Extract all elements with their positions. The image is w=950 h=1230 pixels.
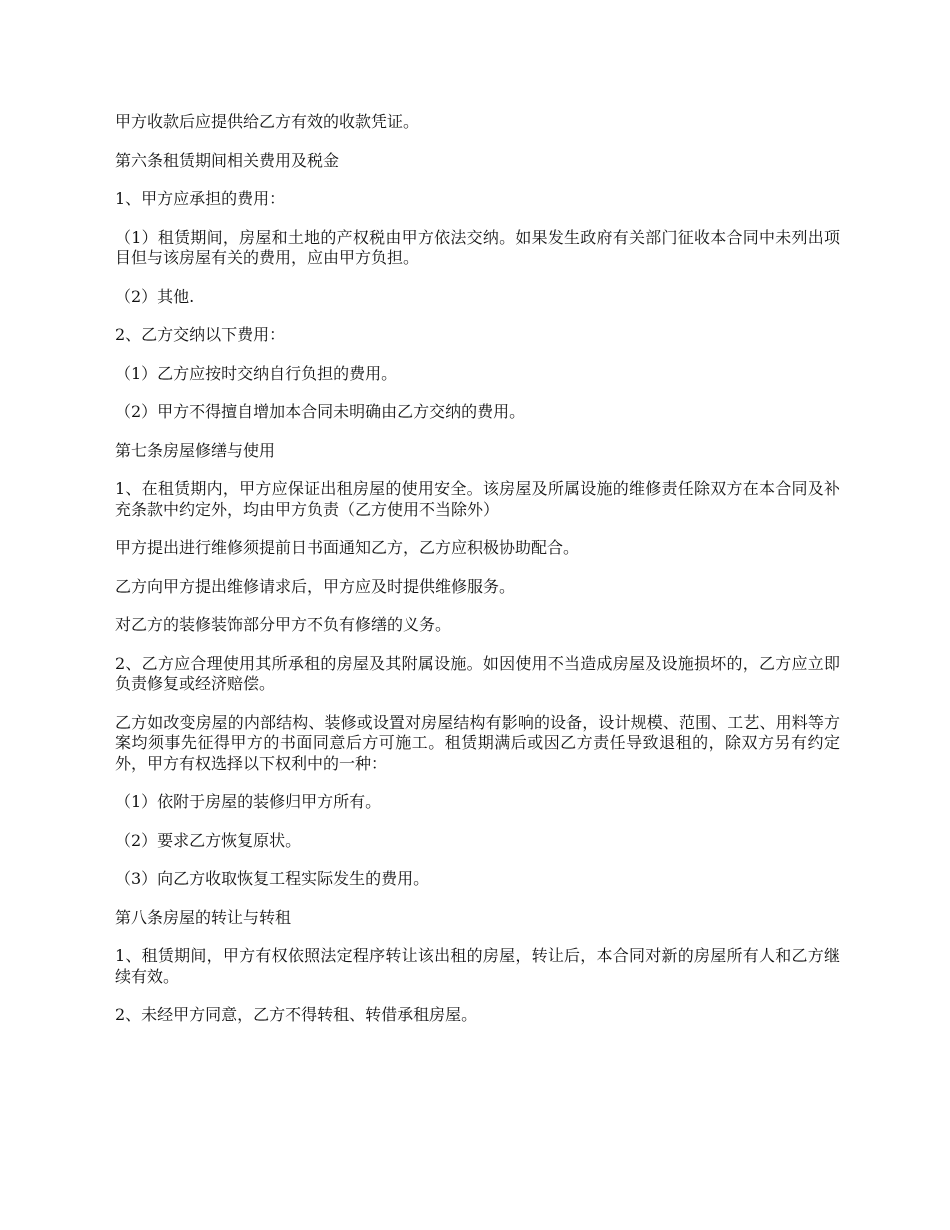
paragraph-option-1: （1）依附于房屋的装修归甲方所有。 bbox=[115, 792, 382, 811]
paragraph-decoration-repair: 对乙方的装修装饰部分甲方不负有修缮的义务。 bbox=[115, 615, 452, 634]
paragraph-repair-notice: 甲方提出进行维修须提前日书面通知乙方，乙方应积极协助配合。 bbox=[115, 538, 580, 557]
section-heading-article-6: 第六条租赁期间相关费用及税金 bbox=[115, 150, 340, 170]
paragraph-proper-use: 2、乙方应合理使用其所承租的房屋及其附属设施。如因使用不当造成房屋及设施损坏的，乙方应立即负责修复或经济赔偿。 bbox=[115, 653, 840, 693]
paragraph-property-tax: （1）租赁期间，房屋和土地的产权税由甲方依法交纳。如果发生政府有关部门征收本合同中未列出项目但与该房屋有关的费用，应由甲方负担。 bbox=[115, 227, 840, 267]
paragraph-pay-on-time: （1）乙方应按时交纳自行负担的费用。 bbox=[115, 363, 398, 383]
paragraph-structure-change: 乙方如改变房屋的内部结构、装修或设置对房屋结构有影响的设备，设计规模、范围、工艺、用料等方案均须事先征得甲方的书面同意后方可施工。租赁期满后或因乙方责任导致退租的，除双方另有约定外，甲方有权选择以下权利中的一种： bbox=[115, 712, 840, 773]
paragraph-receipt: 甲方收款后应提供给乙方有效的收款凭证。 bbox=[115, 112, 420, 131]
paragraph-option-2: （2）要求乙方恢复原状。 bbox=[115, 830, 302, 850]
paragraph-other: （2）其他. bbox=[115, 286, 195, 306]
paragraph-option-3: （3）向乙方收取恢复工程实际发生的费用。 bbox=[115, 869, 430, 888]
paragraph-repair-request: 乙方向甲方提出维修请求后，甲方应及时提供维修服务。 bbox=[115, 576, 516, 596]
paragraph-no-extra-fees: （2）甲方不得擅自增加本合同未明确由乙方交纳的费用。 bbox=[115, 402, 526, 421]
paragraph-safety-repair: 1、在租赁期内，甲方应保证出租房屋的使用安全。该房屋及所属设施的维修责任除双方在本合同及补充条款中约定外，均由甲方负责（乙方使用不当除外） bbox=[115, 479, 840, 519]
section-heading-article-7: 第七条房屋修缮与使用 bbox=[115, 440, 276, 460]
paragraph-party-a-fees: 1、甲方应承担的费用： bbox=[115, 189, 286, 208]
section-heading-article-8: 第八条房屋的转让与转租 bbox=[115, 907, 292, 927]
paragraph-party-b-fees: 2、乙方交纳以下费用： bbox=[115, 325, 286, 344]
paragraph-no-sublease: 2、未经甲方同意，乙方不得转租、转借承租房屋。 bbox=[115, 1005, 478, 1024]
paragraph-transfer: 1、租赁期间，甲方有权依照法定程序转让该出租的房屋，转让后，本合同对新的房屋所有人和乙方继续有效。 bbox=[115, 946, 840, 986]
